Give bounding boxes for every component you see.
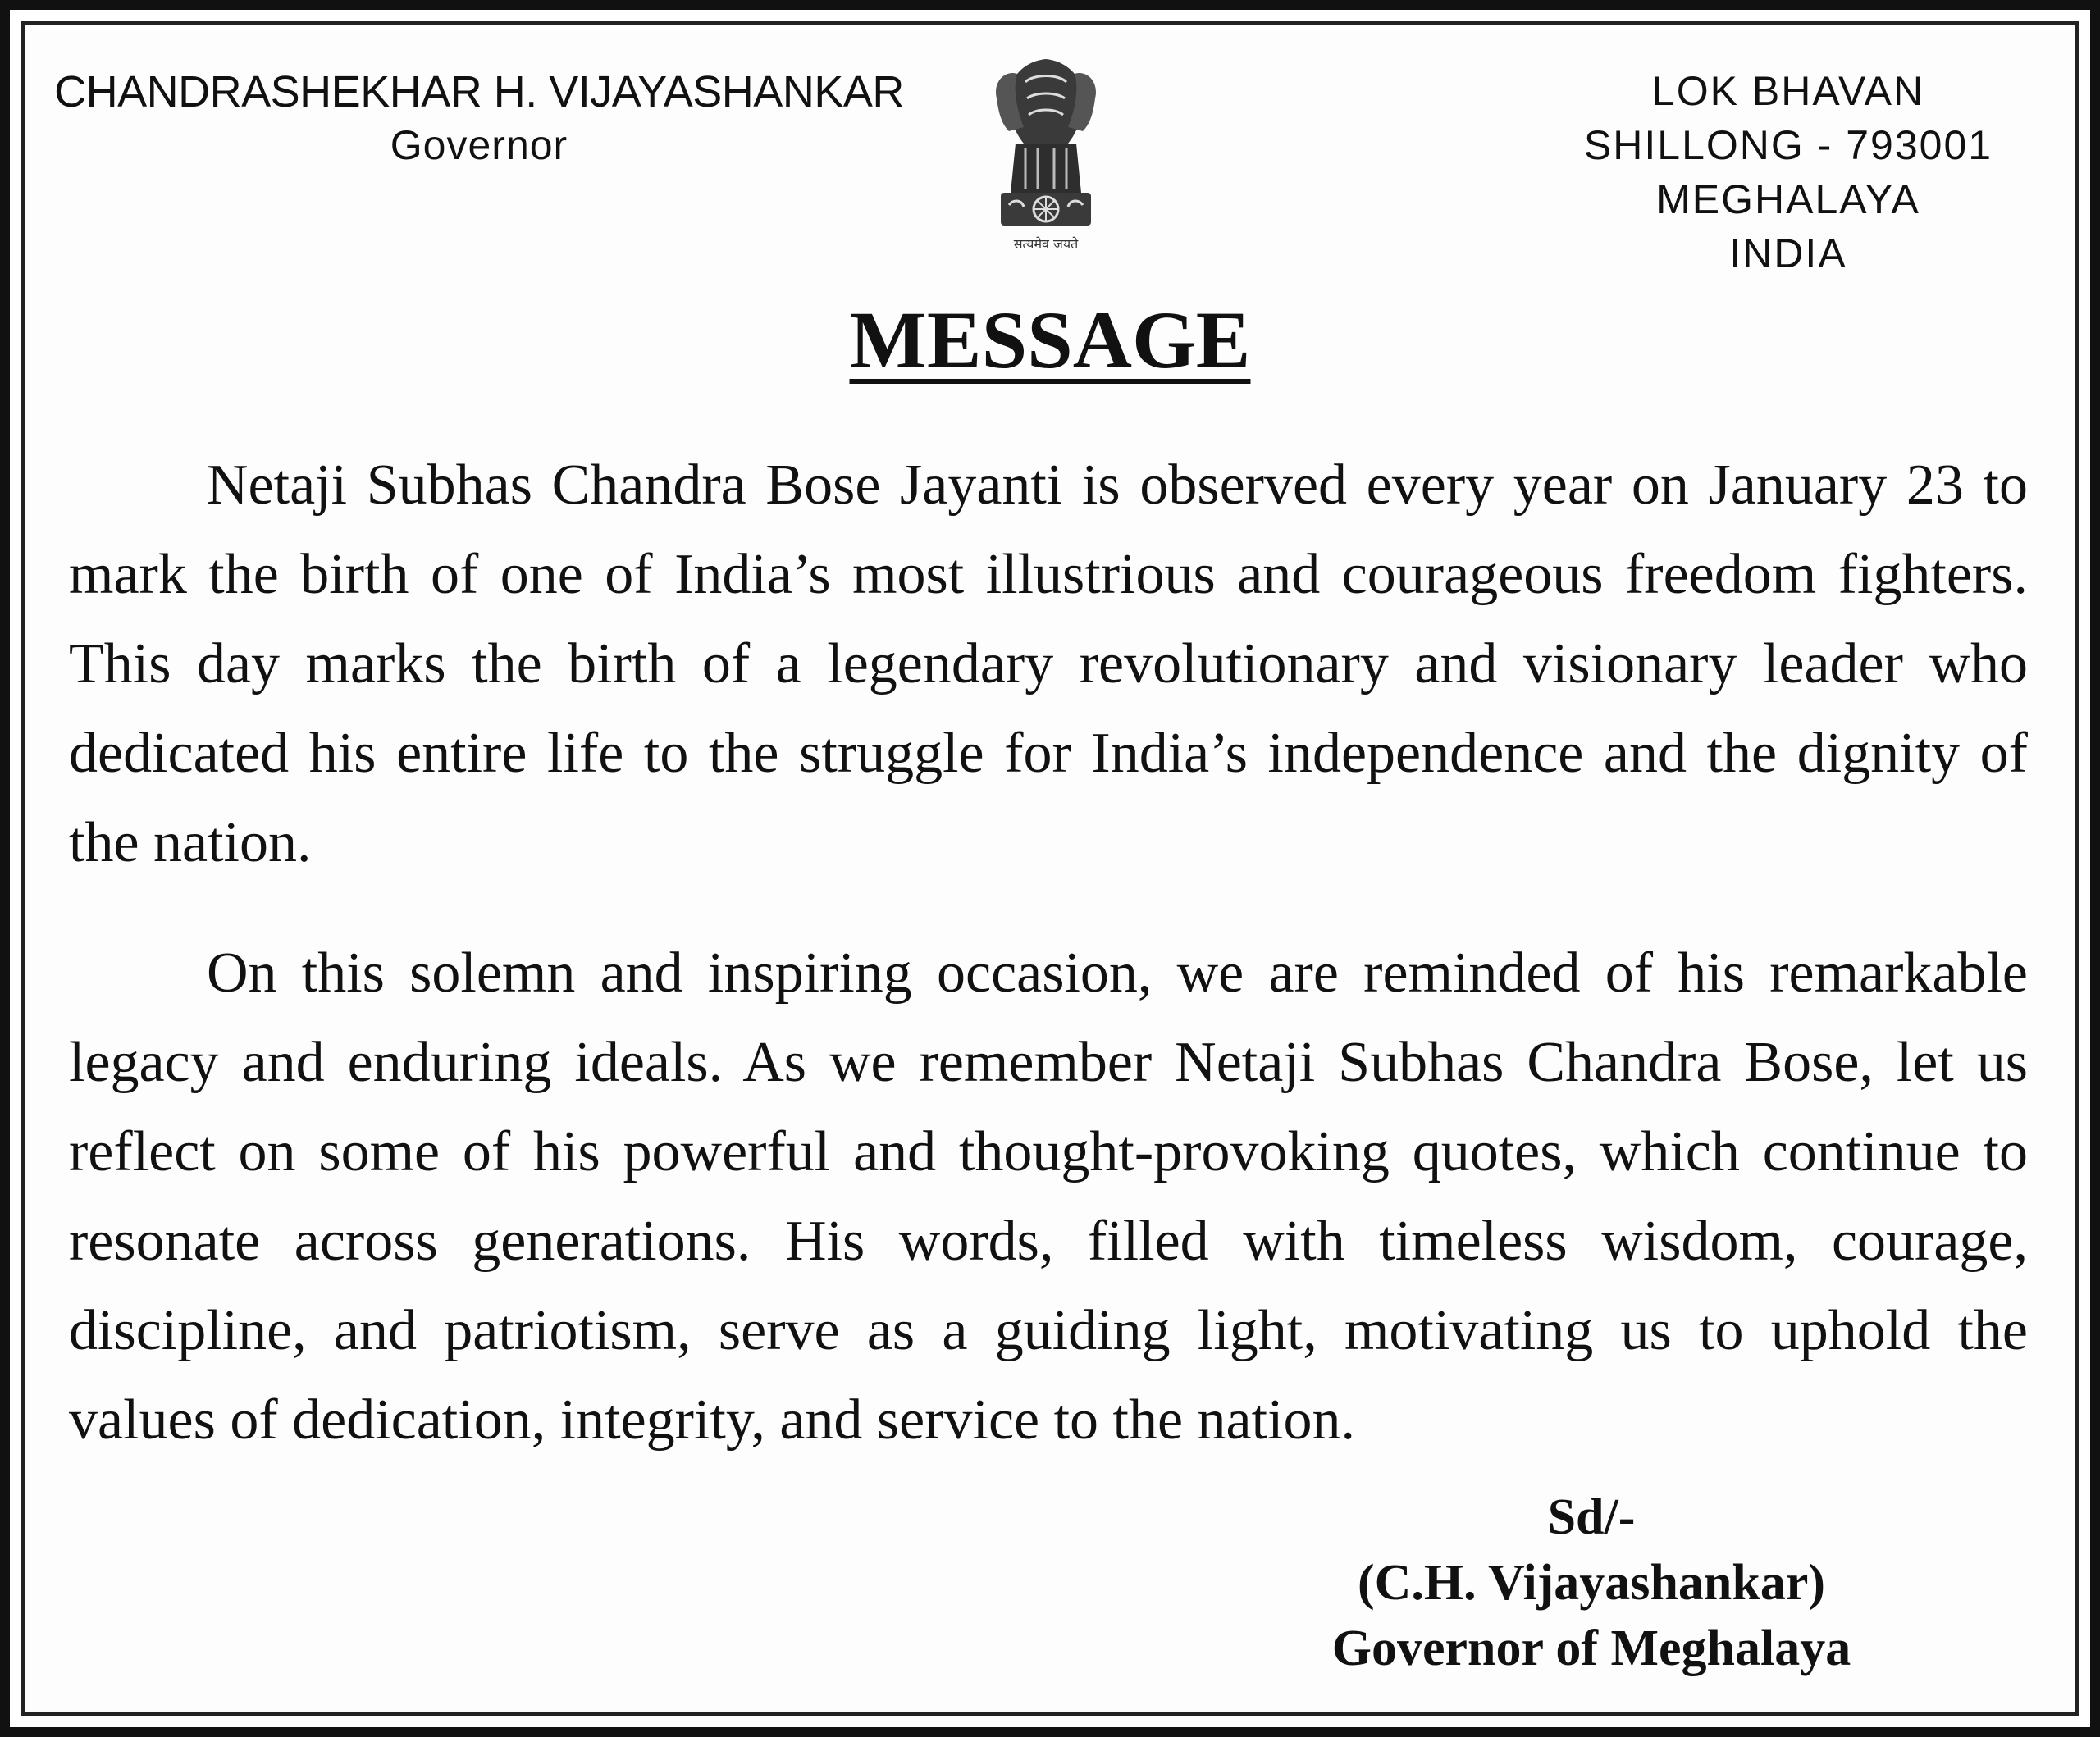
message-paragraph-1: Netaji Subhas Chandra Bose Jayanti is observed every year on January 23 to mark the birth of one of India’s most illustrious and courageous freedom fighters. This day marks the birth of a legendary revolutionary and visionary leader who dedicated his entire life to the struggle for India’s independence and the dignity of the nation. [69,454,2028,874]
message-body [69,440,2028,1465]
signatory-name: (C.H. Vijayashankar) [1357,1555,1826,1611]
address-line-city: SHILLONG - 793001 [1583,122,1993,168]
sender-block [36,66,922,172]
message-paragraph-2: On this solemn and inspiring occasion, we are reminded of his remarkable legacy and enduring ideals. As we remember Netaji Subhas Chandra Bose, let us reflect on some of his powerful and thought-provoking quotes, which continue to resonate across generations. His words, filled with timeless wisdom, courage, discipline, and patriotism, serve as a guiding light, motivating us to uphold the values of dedication, integrity, and service to the nation. [69,941,2028,1452]
signatory-designation: Governor of Meghalaya [1331,1621,1851,1676]
address-line-state: MEGHALAYA [1656,176,1920,222]
sender-title: Governor [390,122,568,168]
sender-name: CHANDRASHEKHAR H. VIJAYASHANKAR [54,67,904,116]
address-line-office: LOK BHAVAN [1651,68,1925,114]
emblem-caption: सत्यमेव जयते [1013,236,1079,252]
signature-block [1230,1484,1952,1681]
message-heading [0,295,2100,385]
address-line-country: INDIA [1729,230,1847,276]
message-heading-text: MESSAGE [849,294,1251,385]
address-block [1583,64,1993,280]
national-emblem-icon [976,49,1116,254]
signature-mark: Sd/- [1547,1489,1636,1545]
